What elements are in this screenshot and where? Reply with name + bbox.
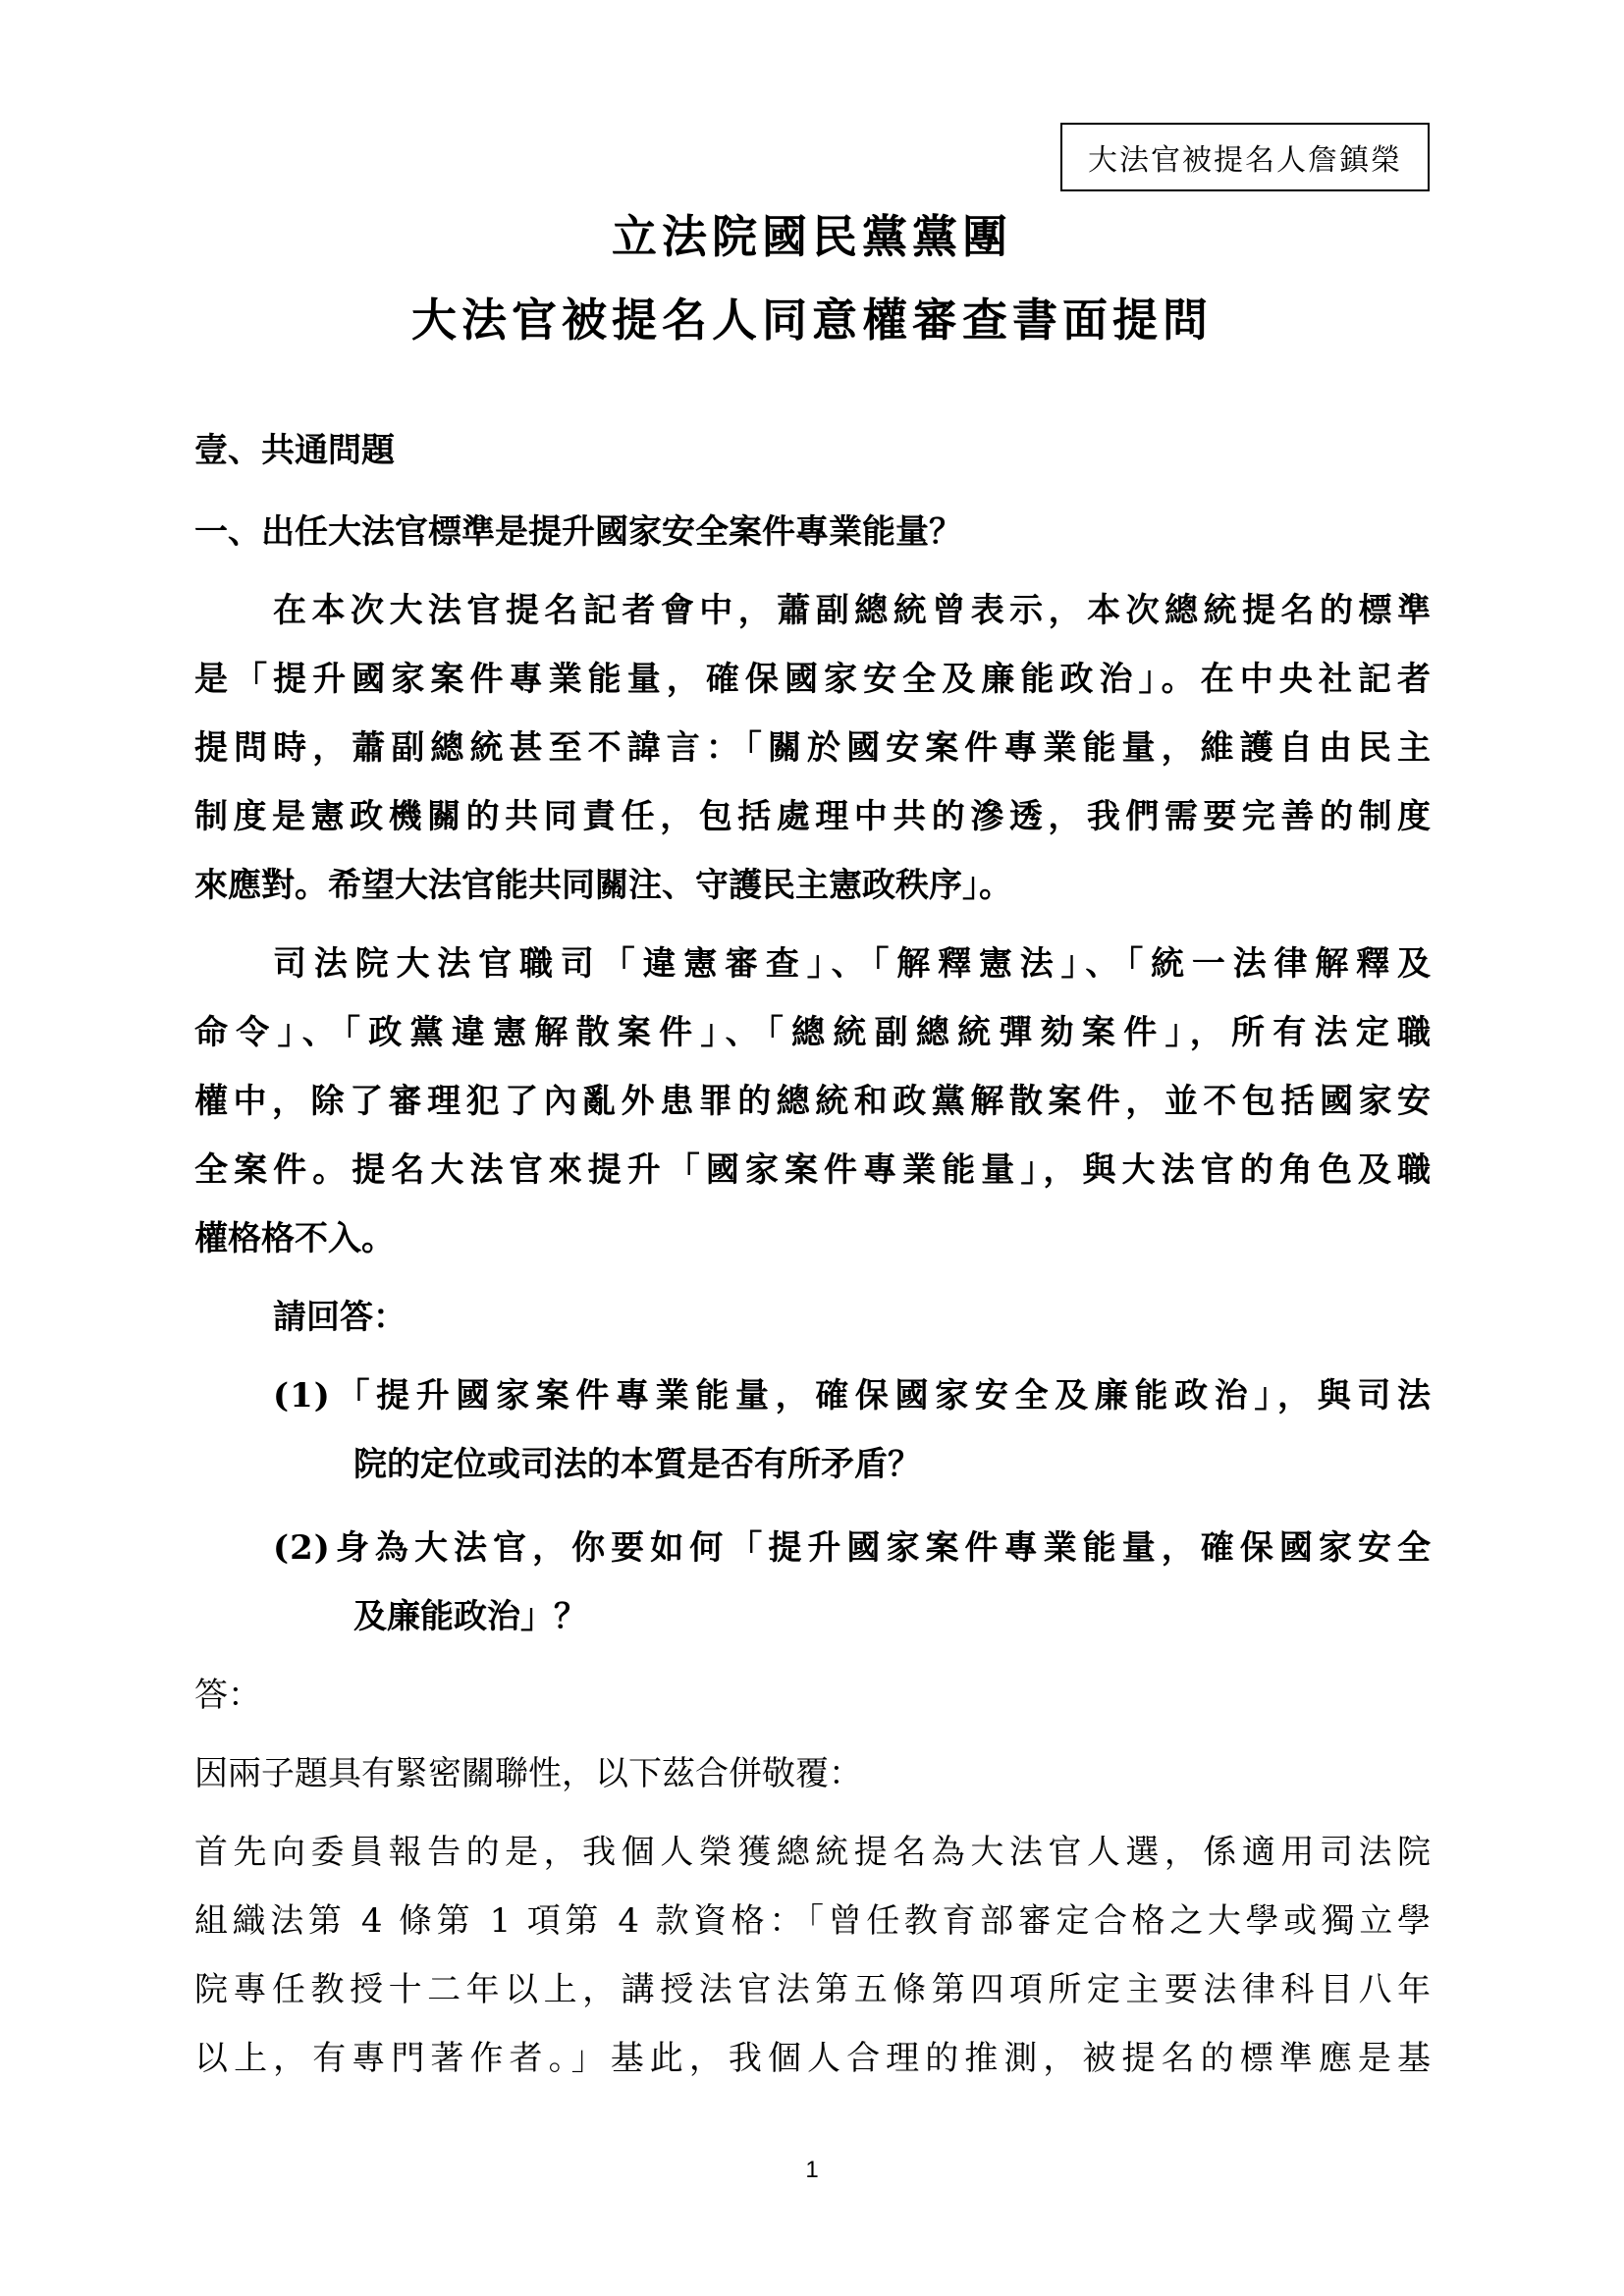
paragraph-2-line: 權格格不入。 [194,1219,395,1258]
paragraph-1-line: 提問時，蕭副總統甚至不諱言：「關於國安案件專業能量，維護自由民主 [194,728,1432,768]
paragraph-1-line: 來應對。希望大法官能共同關注、守護民主憲政秩序」。 [194,866,1012,905]
sub-question-2-cont: 及廉能政治」？ [353,1597,587,1636]
sub-question-1-cont: 院的定位或司法的本質是否有所矛盾？ [353,1445,921,1484]
document-title: 立法院國民黨黨團 [612,210,1012,263]
section-heading: 壹、共通問題 [194,431,395,470]
paragraph-2-line: 全案件。提名大法官來提升「國家案件專業能量」，與大法官的角色及職 [194,1150,1432,1190]
please-answer-label: 請回答： [273,1298,406,1337]
answer-body-line: 以上，有專門著作者。」基此，我個人合理的推測，被提名的標準應是基 [194,2039,1432,2078]
paragraph-1-line: 制度是憲政機關的共同責任，包括處理中共的滲透，我們需要完善的制度 [194,797,1432,836]
answer-body-line: 院專任教授十二年以上，講授法官法第五條第四項所定主要法律科目八年 [194,1970,1432,2009]
answer-label: 答： [194,1676,261,1715]
page-number: 1 [805,2157,819,2183]
paragraph-1-line: 在本次大法官提名記者會中，蕭副總統曾表示，本次總統提名的標準 [273,591,1432,630]
paragraph-2-line: 權中，除了審理犯了內亂外患罪的總統和政黨解散案件，並不包括國家安 [194,1082,1432,1121]
sub-question-2: (2)身為大法官，你要如何「提升國家案件專業能量，確保國家安全 [273,1528,1432,1568]
paragraph-1-line: 是「提升國家案件專業能量，確保國家安全及廉能政治」。在中央社記者 [194,660,1432,699]
paragraph-2-line: 司法院大法官職司「違憲審查」、「解釋憲法」、「統一法律解釋及 [273,944,1432,984]
document-subtitle: 大法官被提名人同意權審查書面提問 [411,294,1213,347]
answer-intro: 因兩子題具有緊密關聯性，以下茲合併敬覆： [194,1754,862,1793]
answer-body-line: 首先向委員報告的是，我個人榮獲總統提名為大法官人選，係適用司法院 [194,1833,1432,1872]
paragraph-2-line: 命令」、「政黨違憲解散案件」、「總統副總統彈劾案件」，所有法定職 [194,1013,1432,1052]
nominee-tag: 大法官被提名人詹鎮榮 [1060,123,1430,191]
answer-body-line: 組織法第 4 條第 1 項第 4 款資格：「曾任教育部審定合格之大學或獨立學 [194,1901,1432,1941]
question-heading: 一、出任大法官標準是提升國家安全案件專業能量？ [194,512,962,552]
sub-question-1: (1)「提升國家案件專業能量，確保國家安全及廉能政治」，與司法 [273,1376,1432,1415]
